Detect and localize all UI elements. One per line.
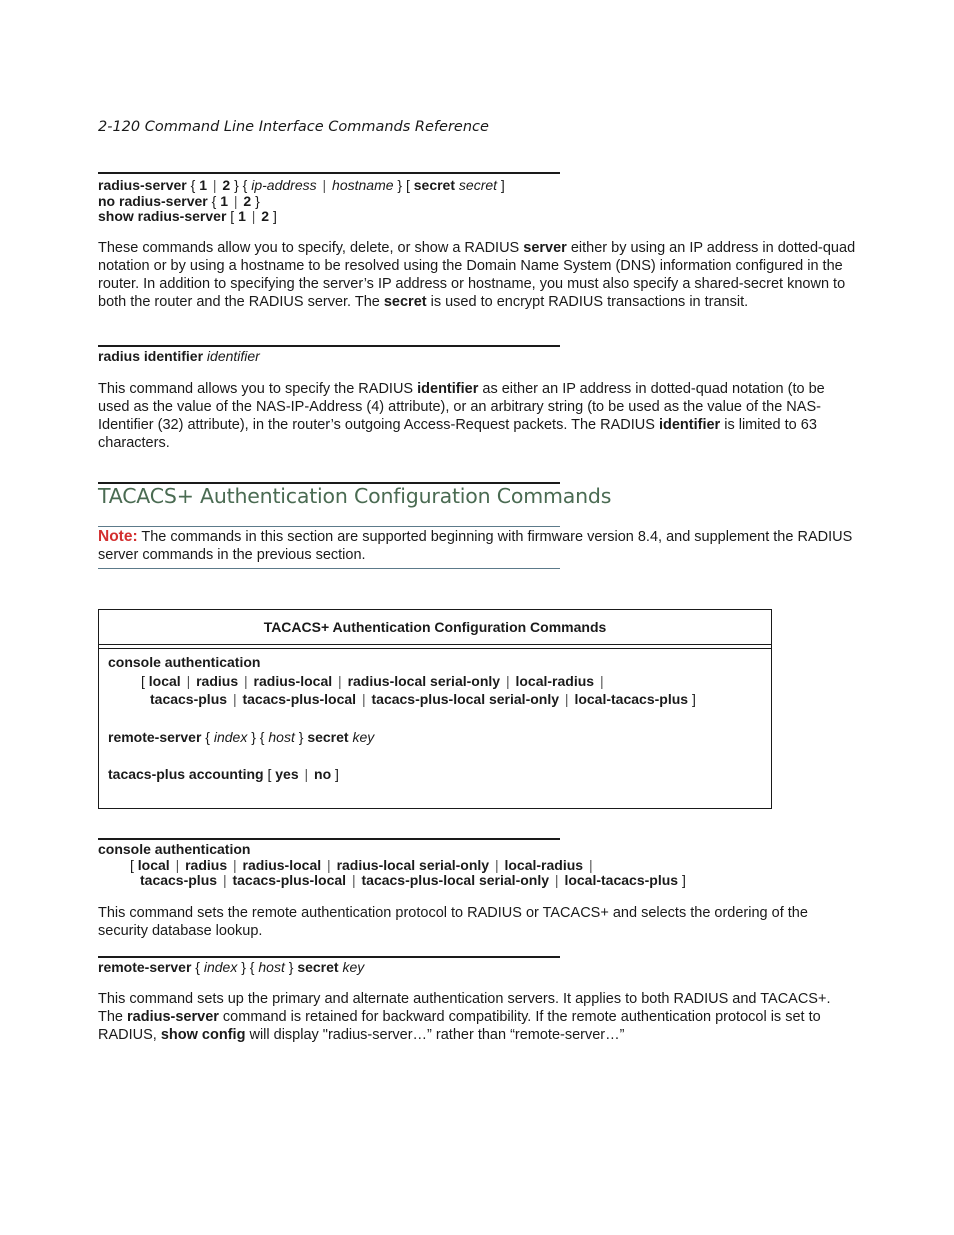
console-auth-description: This command sets the remote authentication protocol to RADIUS or TACACS+ and selects the ordering of the security database lookup. bbox=[98, 905, 808, 939]
section-rule bbox=[98, 345, 560, 347]
section-rule bbox=[98, 956, 560, 958]
table-console-opts-2: tacacs-plus | tacacs-plus-local | tacacs-plus-local serial-only | local-tacacs-plus ] bbox=[150, 691, 696, 707]
note-rule-top bbox=[98, 526, 560, 527]
table-divider bbox=[99, 644, 771, 645]
section-heading: TACACS+ Authentication Configuration Commands bbox=[98, 484, 612, 508]
note: Note: The commands in this section are supported beginning with firmware version 8.4, and supplement the RADIUS server commands in the previous section. bbox=[98, 528, 853, 563]
radius-identifier-description: This command allows you to specify the RADIUS identifier as either an IP address in dotted-quad notation (to be used as the value of the NAS-IP-Address (4) attribute), or an arbitrary string (to be used as the value of the NAS-Identifier (32) attribute), in the router’s outgoing Access-Request packets. The RADIUS identifier is limited to 63 characters. bbox=[98, 381, 825, 451]
note-rule-bottom bbox=[98, 568, 560, 569]
console-auth-opts-2: tacacs-plus | tacacs-plus-local | tacacs-plus-local serial-only | local-tacacs-plus ] bbox=[140, 872, 686, 888]
remote-server-description: This command sets up the primary and alternate authentication servers. It applies to both RADIUS and TACACS+. The radius-server command is retained for backward compatibility. If the remote authentication protocol is set to RADIUS, show config will display "radius-server…” rather than “remote-server…” bbox=[98, 991, 831, 1043]
table-console-opts-1: [ local | radius | radius-local | radius-local serial-only | local-radius | bbox=[141, 673, 604, 689]
syntax-line-1: radius-server { 1 | 2 } { ip-address | hostname } [ secret secret ] bbox=[98, 177, 505, 193]
page-header: 2-120 Command Line Interface Commands Reference bbox=[98, 119, 489, 135]
console-auth-cmd: console authentication bbox=[98, 841, 251, 857]
console-auth-opts-1: [ local | radius | radius-local | radius-local serial-only | local-radius | bbox=[130, 856, 593, 873]
radius-identifier-syntax: radius identifier identifier bbox=[98, 348, 260, 364]
section-rule bbox=[98, 172, 560, 174]
commands-table bbox=[98, 609, 772, 809]
console-auth-syntax bbox=[98, 842, 686, 889]
section-rule bbox=[98, 838, 560, 840]
radius-server-syntax bbox=[98, 178, 505, 225]
syntax-line-3: show radius-server [ 1 | 2 ] bbox=[98, 208, 277, 224]
syntax-line-2: no radius-server { 1 | 2 } bbox=[98, 192, 260, 209]
table-title: TACACS+ Authentication Configuration Commands bbox=[263, 619, 607, 635]
remote-server-syntax: remote-server { index } { host } secret key bbox=[98, 959, 365, 975]
table-divider bbox=[99, 648, 771, 649]
table-console-auth: console authentication bbox=[108, 654, 261, 670]
table-accounting: tacacs-plus accounting [ yes | no ] bbox=[108, 766, 339, 782]
table-remote-server: remote-server { index } { host } secret key bbox=[108, 729, 375, 745]
note-label: Note: bbox=[98, 528, 138, 545]
radius-server-description: These commands allow you to specify, delete, or show a RADIUS server either by using an IP address in dotted-quad notation or by using a hostname to be resolved using the Domain Name System (DNS) information configured in the router. In addition to specifying the server’s IP address or hostname, you must also specify a shared-secret known to both the router and the RADIUS server. The secret is used to encrypt RADIUS transactions in transit. bbox=[98, 240, 856, 310]
